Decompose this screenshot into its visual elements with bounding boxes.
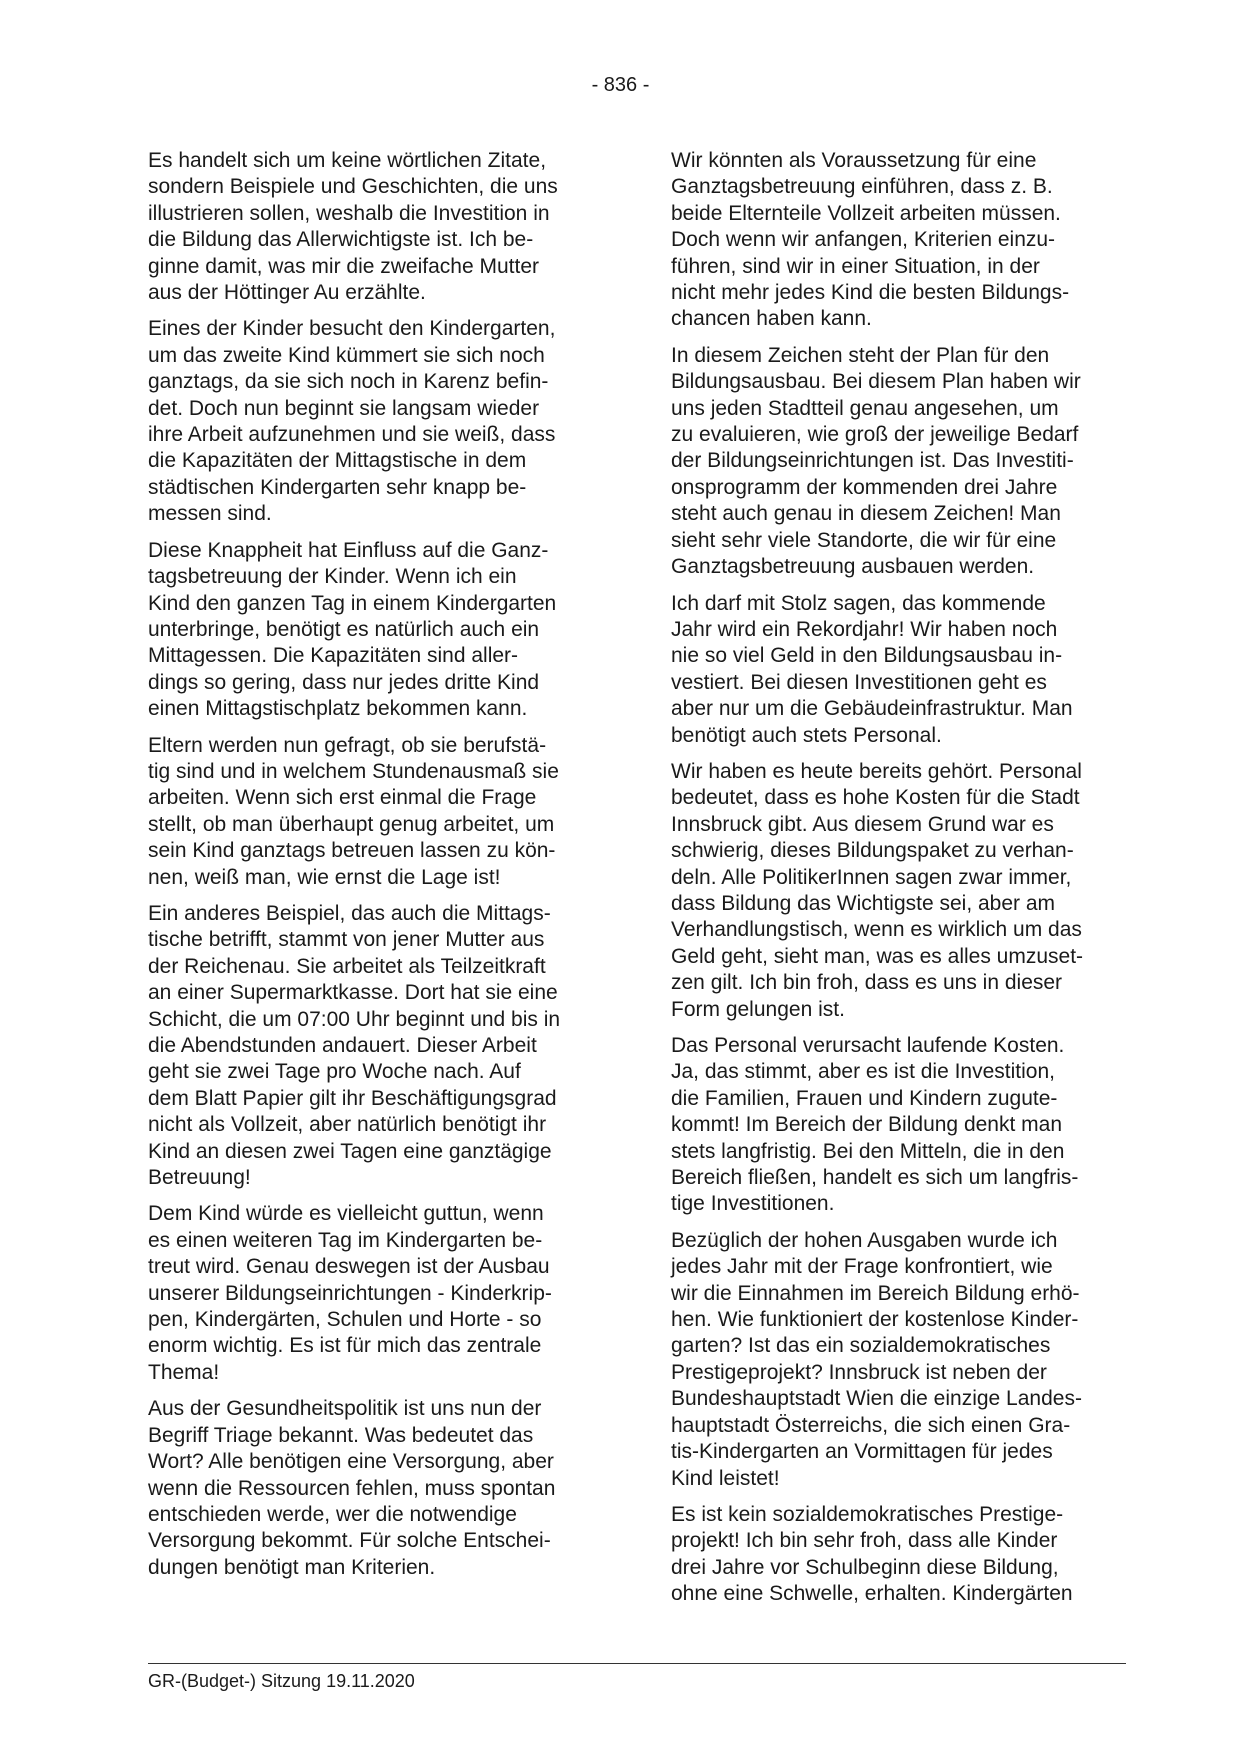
paragraph: [148, 733, 608, 891]
paragraph: [671, 591, 1131, 749]
text-line: ohne eine Schwelle, erhalten. Kindergärten: [671, 1582, 1073, 1606]
text-line: ihre Arbeit aufzunehmen und sie weiß, dass: [148, 423, 556, 447]
text-line: Jahr wird ein Rekordjahr! Wir haben noch: [671, 617, 1058, 641]
text-line: Diese Knappheit hat Einfluss auf die Ganz-: [148, 538, 549, 562]
paragraph: [671, 1228, 1131, 1492]
text-line: um das zweite Kind kümmert sie sich noch: [148, 343, 545, 367]
text-line: Wir könnten als Voraussetzung für eine: [671, 149, 1037, 172]
text-line: geht sie zwei Tage pro Woche nach. Auf: [148, 1060, 521, 1084]
text-line: die Abendstunden andauert. Dieser Arbeit: [148, 1034, 537, 1057]
text-line: tis-Kindergarten an Vormittagen für jedes: [671, 1440, 1053, 1464]
text-line: dungen benötigt man Kriterien.: [148, 1555, 436, 1579]
text-line: nicht als Vollzeit, aber natürlich benötigt ihr: [148, 1113, 547, 1137]
paragraph: [671, 759, 1131, 1023]
text-line: beide Elternteile Vollzeit arbeiten müssen.: [671, 201, 1061, 225]
text-line: Dem Kind würde es vielleicht guttun, wenn: [148, 1202, 544, 1226]
text-line: Begriff Triage bekannt. Was bedeutet das: [148, 1423, 534, 1447]
text-line: aus der Höttinger Au erzählte.: [148, 281, 426, 305]
text-line: projekt! Ich bin sehr froh, dass alle Kinder: [671, 1529, 1058, 1553]
text-line: tig sind und in welchem Stundenausmaß sie: [148, 759, 559, 783]
text-line: Wort? Alle benötigen eine Versorgung, aber: [148, 1450, 554, 1474]
text-line: Ja, das stimmt, aber es ist die Investition,: [671, 1060, 1055, 1084]
text-line: hen. Wie funktioniert der kostenlose Kinder-: [671, 1308, 1079, 1332]
text-line: Es handelt sich um keine wörtlichen Zitate,: [148, 149, 547, 172]
text-line: deln. Alle PolitikerInnen sagen zwar immer,: [671, 865, 1072, 889]
text-line: sondern Beispiele und Geschichten, die uns: [148, 175, 558, 199]
text-line: arbeiten. Wenn sich erst einmal die Frage: [148, 786, 537, 810]
paragraph: [148, 1396, 608, 1581]
text-line: die Familien, Frauen und Kindern zugute-: [671, 1086, 1058, 1110]
text-line: messen sind.: [148, 502, 272, 526]
text-line: unterbringe, benötigt es natürlich auch ein: [148, 617, 540, 641]
text-line: bedeutet, dass es hohe Kosten für die Stadt: [671, 786, 1080, 810]
footer-session-info: GR-(Budget-) Sitzung 19.11.2020: [148, 1671, 415, 1691]
paragraph: [148, 316, 608, 527]
text-line: nie so viel Geld in den Bildungsausbau in-: [671, 644, 1063, 668]
text-line: Eines der Kinder besucht den Kindergarten,: [148, 317, 556, 341]
text-line: tagsbetreuung der Kinder. Wenn ich ein: [148, 565, 517, 589]
text-line: jedes Jahr mit der Frage konfrontiert, wie: [671, 1255, 1053, 1279]
text-line: einen Mittagstischplatz bekommen kann.: [148, 697, 528, 721]
text-line: tige Investitionen.: [671, 1192, 835, 1216]
paragraph: [671, 148, 1131, 333]
text-line: entschieden werde, wer die notwendige: [148, 1502, 517, 1526]
text-line: Kind an diesen zwei Tagen eine ganztägige: [148, 1139, 552, 1163]
text-line: drei Jahre vor Schulbeginn diese Bildung,: [671, 1555, 1059, 1579]
text-line: Ein anderes Beispiel, das auch die Mittags-: [148, 901, 551, 925]
text-line: Kind leistet!: [671, 1466, 780, 1490]
text-line: benötigt auch stets Personal.: [671, 723, 942, 747]
text-line: Aus der Gesundheitspolitik ist uns nun der: [148, 1397, 542, 1421]
text-line: onsprogramm der kommenden drei Jahre: [671, 475, 1058, 499]
text-line: schwierig, dieses Bildungspaket zu verhan-: [671, 839, 1074, 863]
text-line: stets langfristig. Bei den Mitteln, die in den: [671, 1139, 1065, 1163]
text-line: uns jeden Stadtteil genau angesehen, um: [671, 396, 1059, 420]
text-line: Wir haben es heute bereits gehört. Personal: [671, 759, 1082, 783]
text-line: es einen weiteren Tag im Kindergarten be-: [148, 1228, 543, 1252]
text-line: tische betrifft, stammt von jener Mutter aus: [148, 928, 545, 952]
text-line: Bildungsausbau. Bei diesem Plan haben wir: [671, 370, 1081, 394]
text-line: zen gilt. Ich bin froh, dass es uns in dieser: [671, 971, 1063, 995]
text-line: Ich darf mit Stolz sagen, das kommende: [671, 591, 1046, 615]
text-line: an einer Supermarktkasse. Dort hat sie eine: [148, 981, 558, 1005]
text-line: städtischen Kindergarten sehr knapp be-: [148, 475, 527, 499]
text-line: illustrieren sollen, weshalb die Investition in: [148, 201, 550, 225]
text-line: Bereich fließen, handelt es sich um langfris-: [671, 1166, 1079, 1190]
text-line: sein Kind ganztags betreuen lassen zu kön-: [148, 839, 556, 863]
text-line: ganztags, da sie sich noch in Karenz befin-: [148, 370, 549, 394]
text-line: aber nur um die Gebäudeinfrastruktur. Man: [671, 697, 1073, 721]
text-line: chancen haben kann.: [671, 307, 872, 331]
text-line: die Kapazitäten der Mittagstische in dem: [148, 449, 527, 473]
text-line: Bezüglich der hohen Ausgaben wurde ich: [671, 1228, 1058, 1252]
text-line: Eltern werden nun gefragt, ob sie berufstä-: [148, 733, 547, 757]
text-line: stellt, ob man überhaupt genug arbeitet, um: [148, 812, 555, 836]
left-column: [148, 148, 608, 1591]
text-line: Prestigeprojekt? Innsbruck ist neben der: [671, 1360, 1047, 1384]
text-line: der Bildungseinrichtungen ist. Das Investiti-: [671, 449, 1074, 473]
paragraph: [671, 1502, 1131, 1608]
text-line: unserer Bildungseinrichtungen - Kinderkrip-: [148, 1281, 552, 1305]
text-line: Geld geht, sieht man, was es alles umzuset-: [671, 944, 1084, 968]
text-line: führen, sind wir in einer Situation, in der: [671, 254, 1040, 278]
text-line: nicht mehr jedes Kind die besten Bildungs-: [671, 281, 1070, 305]
text-line: der Reichenau. Sie arbeitet als Teilzeitkraft: [148, 954, 546, 978]
text-line: garten? Ist das ein sozialdemokratisches: [671, 1334, 1051, 1358]
text-line: Betreuung!: [148, 1166, 251, 1190]
text-line: enorm wichtig. Es ist für mich das zentrale: [148, 1334, 542, 1358]
text-line: Mittagessen. Die Kapazitäten sind aller-: [148, 644, 519, 668]
text-line: Doch wenn wir anfangen, Kriterien einzu-: [671, 228, 1056, 252]
paragraph: [148, 538, 608, 723]
text-line: sieht sehr viele Standorte, die wir für eine: [671, 528, 1057, 552]
text-line: In diesem Zeichen steht der Plan für den: [671, 343, 1050, 367]
paragraph: [671, 343, 1131, 581]
text-line: treut wird. Genau deswegen ist der Ausbau: [148, 1255, 550, 1279]
paragraph: [671, 1033, 1131, 1218]
text-line: Es ist kein sozialdemokratisches Prestige-: [671, 1502, 1064, 1526]
text-line: Innsbruck gibt. Aus diesem Grund war es: [671, 812, 1054, 836]
text-line: nen, weiß man, wie ernst die Lage ist!: [148, 865, 501, 889]
text-line: det. Doch nun beginnt sie langsam wieder: [148, 396, 540, 420]
text-line: Thema!: [148, 1360, 220, 1384]
footer-divider: [148, 1663, 1126, 1664]
text-line: zu evaluieren, wie groß der jeweilige Bedarf: [671, 423, 1079, 447]
paragraph: [148, 901, 608, 1191]
text-line: dem Blatt Papier gilt ihr Beschäftigungsgrad: [148, 1086, 557, 1110]
text-line: Schicht, die um 07:00 Uhr beginnt und bis in: [148, 1007, 561, 1031]
text-line: wir die Einnahmen im Bereich Bildung erhö-: [671, 1281, 1080, 1305]
text-line: Form gelungen ist.: [671, 997, 845, 1021]
text-line: dings so gering, dass nur jedes dritte Kind: [148, 670, 540, 694]
text-line: die Bildung das Allerwichtigste ist. Ich be-: [148, 228, 534, 252]
text-line: steht auch genau in diesem Zeichen! Man: [671, 502, 1061, 526]
paragraph: [148, 1201, 608, 1386]
right-column: [671, 148, 1131, 1618]
text-line: Ganztagsbetreuung einführen, dass z. B.: [671, 175, 1053, 199]
text-line: Bundeshauptstadt Wien die einzige Landes-: [671, 1387, 1082, 1411]
text-line: Kind den ganzen Tag in einem Kindergarten: [148, 591, 557, 615]
text-line: dass Bildung das Wichtigste sei, aber am: [671, 891, 1056, 915]
page-number: - 836 -: [591, 74, 650, 96]
text-line: Ganztagsbetreuung ausbauen werden.: [671, 555, 1035, 579]
text-line: kommt! Im Bereich der Bildung denkt man: [671, 1113, 1063, 1137]
text-line: hauptstadt Österreichs, die sich einen Gra-: [671, 1413, 1071, 1437]
text-line: Verhandlungstisch, wenn es wirklich um das: [671, 918, 1082, 942]
paragraph: [148, 148, 608, 306]
text-line: Versorgung bekommt. Für solche Entschei-: [148, 1529, 551, 1553]
text-line: Das Personal verursacht laufende Kosten.: [671, 1034, 1065, 1057]
text-line: vestiert. Bei diesen Investitionen geht es: [671, 670, 1047, 694]
text-line: pen, Kindergärten, Schulen und Horte - so: [148, 1308, 542, 1332]
text-line: ginne damit, was mir die zweifache Mutter: [148, 254, 539, 278]
text-line: wenn die Ressourcen fehlen, muss spontan: [148, 1476, 556, 1500]
